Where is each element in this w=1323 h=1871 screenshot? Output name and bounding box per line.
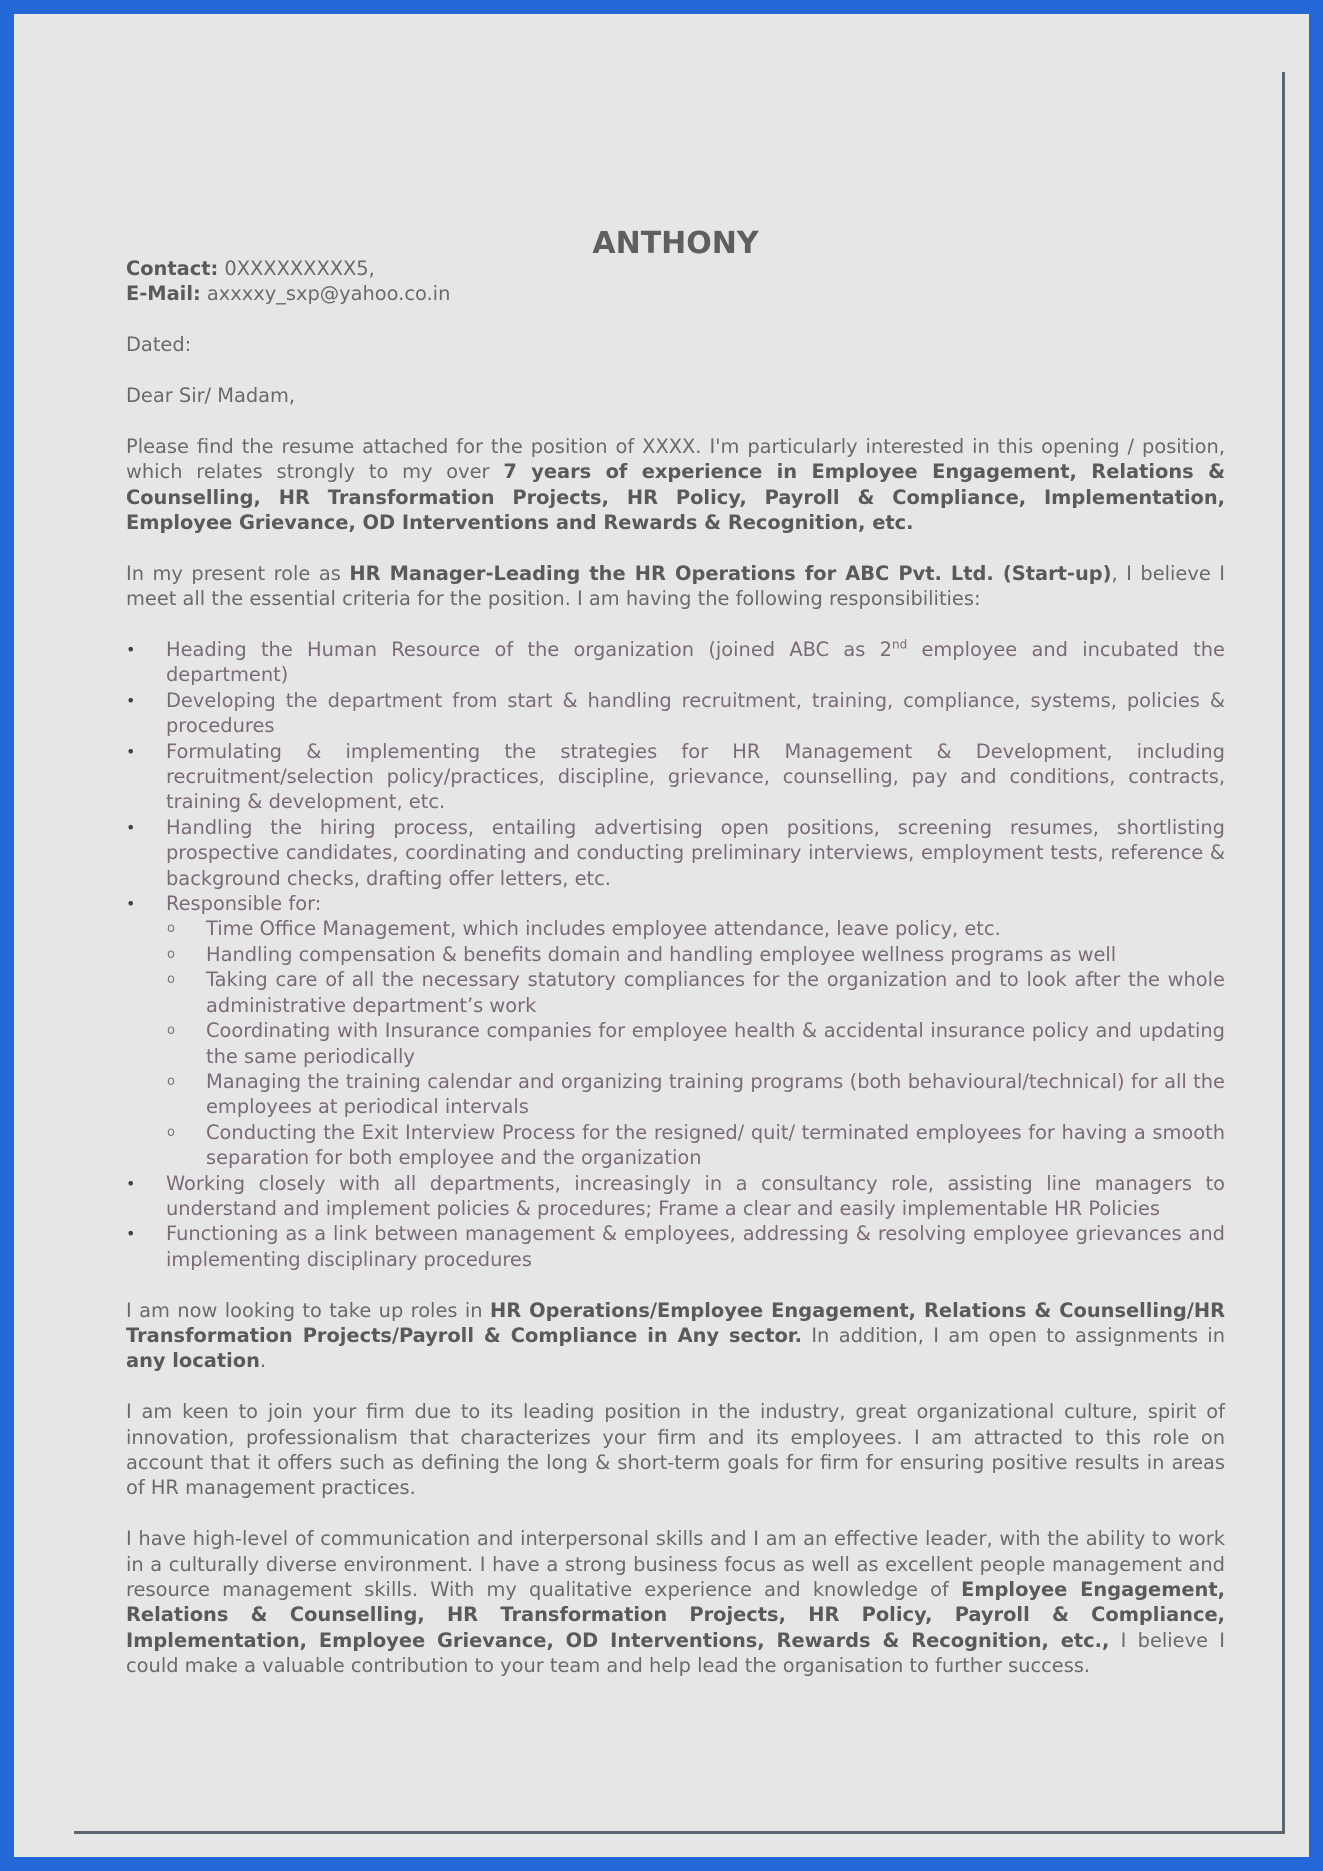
responsible-for-label: Responsible for: [166,892,322,916]
list-item [126,891,1225,1170]
intro-paragraph [126,434,1225,536]
closing-highlight: Employee Engagement, Relations & Counselling, HR Transformation Projects, HR Policy, Payroll & Compliance, Implementation, Employee Grievance, OD Interventions, Rewards & Recognition, etc., [126,1578,1225,1652]
list-item: • Formulating & implementing the strategies for HR Management & Development, including recruitment/selection policy/practices, discipline, grievance, counselling, pay and conditions, contracts, training & development, etc. [126,739,1225,815]
salutation: Dear Sir/ Madam, [126,384,296,407]
roles-highlight: HR Operations/Employee Engagement, Relations & Counselling/HR Transformation Projects/Payroll & Compliance in Any sector. [126,1298,1226,1347]
page-border-bottom [74,1831,1285,1834]
email-line [126,281,1225,306]
sub-list-item: o Conducting the Exit Interview Process for the resigned/ quit/ terminated employees for having a smooth separation for both employee and the organization [166,1120,1225,1171]
role-highlight: HR Manager-Leading the HR Operations for ABC Pvt. Ltd. (Start-up) [349,561,1112,585]
cover-letter-body [126,226,1225,1679]
list-item: • Working closely with all departments, increasingly in a consultancy role, assisting line managers to understand and implement policies & procedures; Frame a clear and easily implementable HR Policies [126,1171,1225,1222]
list-item: • Heading the Human Resource of the organization (joined ABC as 2nd employee and incubated the department) [126,637,1225,688]
role-text-1: In my present role as [126,561,350,585]
applicant-name: ANTHONY [592,226,759,261]
closing-paragraph [126,1526,1225,1678]
present-role-paragraph [126,561,1225,612]
sub-list-item: o Handling compensation & benefits domain and handling employee wellness programs as well [166,942,1225,967]
sub-list-item: o Taking care of all the necessary statutory compliances for the organization and to look after the whole administrative department’s work [166,967,1225,1018]
list-item: • Developing the department from start & handling recruitment, training, compliance, systems, policies & procedures [126,688,1225,739]
role-text-2: , I believe I meet all the essential criteria for the position. I am having the following responsibilities: [126,561,1225,611]
email-value: axxxxy_sxp@yahoo.co.in [206,282,451,306]
document-page [14,14,1309,1857]
closing-text-1: I have high-level of communication and interpersonal skills and I am an effective leader, with the ability to work in a culturally diverse environment. I have a strong business focus as well as excellent people management and resource management skills. With my qualitative experience and knowledge of [126,1527,1225,1601]
list-item: • Functioning as a link between management & employees, addressing & resolving employee grievances and implementing disciplinary procedures [126,1221,1225,1272]
contact-value: 0XXXXXXXXX5, [224,257,375,280]
roles-text-2: In addition, I am open to assignments in [801,1323,1225,1347]
intro-highlight: 7 years of experience in Employee Engagement, Relations & Counselling, HR Transformation Projects, HR Policy, Payroll & Compliance, Implementation, Employee Grievance, OD Interventions and Rewards & Recognition, etc. [126,460,1225,535]
email-label: E-Mail: [126,282,201,306]
motivation-paragraph: I am keen to join your firm due to its leading position in the industry, great organizational culture, spirit of innovation, professionalism that characterizes your firm and its employees. I am attracted to this role on account that it offers such as defining the long & short-term goals for firm for ensuring positive results in areas of HR management practices. [126,1400,1225,1500]
closing-text-2: I believe I could make a valuable contribution to your team and help lead the organisation to further success. [126,1628,1225,1678]
roles-sought-paragraph: I am now looking to take up roles in HR Operations/Employee Engagement, Relations & Counselling/HR Transformation Projects/Payroll & Compliance in Any sector. In addition, I am open to assignments in any location. [126,1298,1226,1373]
intro-text: Please find the resume attached for the position of XXXX. I'm particularly interested in this opening / position, which relates strongly to my over [126,434,1225,484]
sub-list-item: o Time Office Management, which includes employee attendance, leave policy, etc. [166,916,1225,941]
page-border-right [1282,72,1285,1834]
sub-list-item: o Managing the training calendar and organizing training programs (both behavioural/technical) for all the employees at periodical intervals [166,1069,1225,1120]
location-highlight: any location [126,1349,260,1373]
list-item: • Handling the hiring process, entailing advertising open positions, screening resumes, shortlisting prospective candidates, coordinating and conducting preliminary interviews, employment tests, reference & background checks, drafting offer letters, etc. [126,815,1225,891]
roles-text-1: I am now looking to take up roles in [126,1298,490,1322]
dated-line: Dated: [126,333,192,357]
contact-label: Contact: [126,257,219,280]
sub-list-item: o Coordinating with Insurance companies for employee health & accidental insurance policy and updating the same periodically [166,1018,1225,1069]
responsibilities-list [126,637,1225,1272]
sub-responsibilities-list [166,916,1225,1170]
